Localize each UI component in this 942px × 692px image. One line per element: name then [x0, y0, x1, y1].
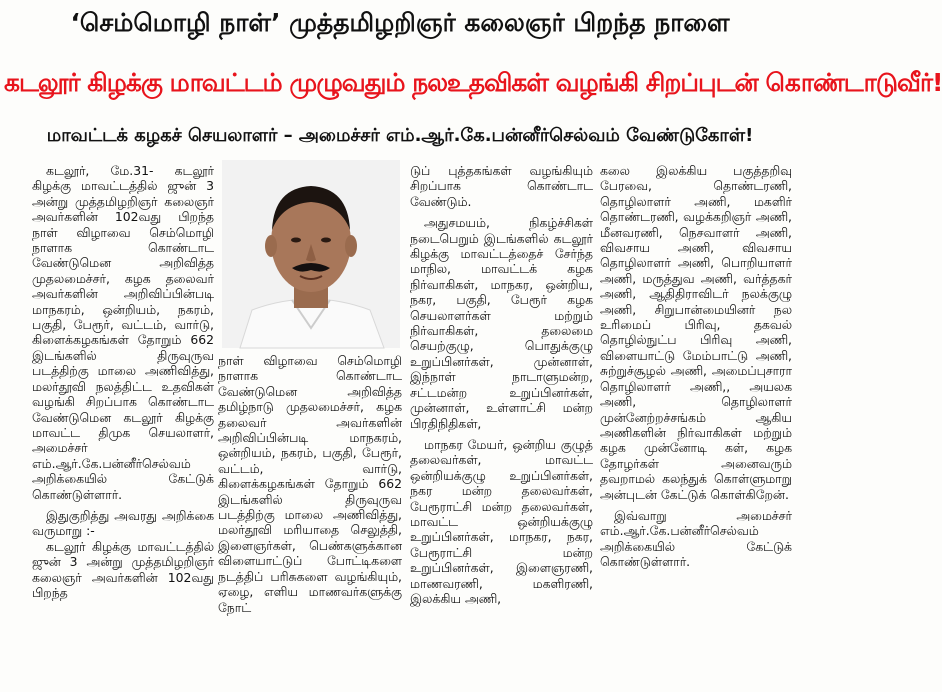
headline-main-red: கடலூர் கிழக்கு மாவட்டம் முழுவதும் நலஉதவிகள் வழங்கி சிறப்புடன் கொண்டாடுவீர்!	[4, 68, 942, 97]
headline-subtitle: மாவட்டக் கழகச் செயலாளர் – அமைச்சர் எம்.ஆர்.கே.பன்னீர்செல்வம் வேண்டுகோள்!	[46, 125, 754, 146]
article-column-4	[600, 163, 792, 692]
paragraph: இவ்வாறு அமைச்சர் எம்.ஆர்.கே.பன்னீர்செல்வம் அறிக்கையில் கேட்டுக் கொண்டுள்ளார்.	[600, 507, 792, 570]
paragraph: கடலூர் கிழக்கு மாவட்டத்தில் ஜுன் 3 அன்று முத்தமிழறிஞர் கலைஞர் அவர்களின் 102வது பிறந்த	[32, 538, 214, 600]
paragraph: கலை இலக்கிய பகுத்தறிவு பேரவை, தொண்டரணி, தொழிலாளர் அணி, மகளிர் தொண்டரணி, வழக்கறிஞர் அணி, மீனவரணி, நெசவாளர் அணி, விவசாய அணி, விவசாய தொழிலாளர் அணி, பொறியாளர் அணி, மருத்துவ அணி, வர்த்தகர் அணி, ஆதிதிராவிடர் நலக்குழு அணி, சிறுபான்மையினர் நல உரிமைப் பிரிவு, தகவல் தொழில்நுட்ப பிரிவு அணி, விளையாட்டு மேம்பாட்டு அணி, சுற்றுச்சூழல் அணி, அமைப்புசாரா தொழிலாளர் அணி,, அயலக அணி, தொழிலாளர் முன்னேற்றச்சங்கம் ஆகிய அணிகளின் நிர்வாகிகள் மற்றும் கழக முன்னோடி கள், கழக தோழர்கள் அனைவரும் தவறாமல் கலந்துக் கொள்ளுமாறு அன்புடன் கேட்டுக் கொள்கிறேன்.	[600, 163, 792, 502]
paragraph: மாநகர மேயர், ஒன்றிய குழுத் தலைவர்கள், மாவட்ட ஒன்றியக்குழு உறுப்பினர்கள், நகர மன்ற தலைவர்கள், பேரூராட்சி மன்ற தலைவர்கள், மாவட்ட ஒன்றியக்குழு உறுப்பினர்கள், மாநகர, நகர, பேரூராட்சி மன்ற உறுப்பினர்கள், இளைஞரணி, மாணவரணி, மகளிரணி, இலக்கிய அணி,	[410, 436, 593, 606]
headline-line-1: ‘செம்மொழி நாள்’ முத்தமிழறிஞர் கலைஞர் பிறந்த நாளை	[70, 8, 730, 37]
article-column-1	[32, 163, 214, 692]
paragraph: கடலூர், மே.31- கடலூர் கிழக்கு மாவட்டத்தில் ஜுன் 3 அன்று முத்தமிழறிஞர் கலைஞர் அவர்களின் 102வது பிறந்த நாள் விழாவை செம்மொழி நாளாக கொண்டாட வேண்டுமென அறிவித்த முதலமைச்சர், கழக தலைவர் அவர்களின் அறிவிப்பின்படி மாநகரம், ஒன்றியம், நகரம், பகுதி, பேரூர், வட்டம், வார்டு, கிளைக்கழகங்கள் தோறும் 662 இடங்களில் திருவுருவ படத்திற்கு மாலை அணிவித்து, மலர்தூவி நலத்திட்ட உதவிகள் வழங்கி சிறப்பாக கொண்டாட வேண்டுமென கடலூர் கிழக்கு மாவட்ட திமுக செயலாளர், அமைச்சர் எம்.ஆர்.கே.பன்னீர்செல்வம் அறிக்கையில் கேட்டுக் கொண்டுள்ளார்.	[32, 163, 214, 502]
paragraph: அதுசமயம், நிகழ்ச்சிகள் நடைபெறும் இடங்களில் கடலூர் கிழக்கு மாவட்டத்தைச் சேர்ந்த மாநில, மாவட்டக் கழக நிர்வாகிகள், மாநகர, ஒன்றிய, நகர, பகுதி, பேரூர் கழக செயலாளர்கள் மற்றும் நிர்வாகிகள், தலைமை செயற்குழு, பொதுக்குழு உறுப்பினர்கள், முன்னாள், இந்நாள் நாடாளுமன்ற, சட்டமன்ற உறுப்பினர்கள், முன்னாள், உள்ளாட்சி மன்ற பிரதிநிதிகள்,	[410, 215, 593, 431]
article-column-2	[218, 353, 402, 692]
minister-portrait-icon	[222, 160, 400, 348]
paragraph: இதுகுறித்து அவரது அறிக்கை வருமாறு :-	[32, 507, 214, 539]
article-column-3	[410, 163, 593, 692]
paragraph: நாள் விழாவை செம்மொழி நாளாக கொண்டாட வேண்டுமென அறிவித்த தமிழ்நாடு முதலமைச்சர், கழக தலைவர் அவர்களின் அறிவிப்பின்படி மாநகரம், ஒன்றியம், நகரம், பகுதி, பேரூர், வட்டம், வார்டு, கிளைக்கழகங்கள் தோறும் 662 இடங்களில் திருவுருவ படத்திற்கு மாலை அணிவித்து, மலர்தூவி மரியாதை செலுத்தி, இளைஞர்கள், பெண்களுக்கான விளையாட்டுப் போட்டிகளை நடத்திப் பரிசுகளை வழங்கியும், ஏழை, எளிய மாணவர்களுக்கு நோட்	[218, 353, 402, 615]
paragraph: டுப் புத்தகங்கள் வழங்கியும் சிறப்பாக கொண்டாட வேண்டும்.	[410, 163, 593, 209]
